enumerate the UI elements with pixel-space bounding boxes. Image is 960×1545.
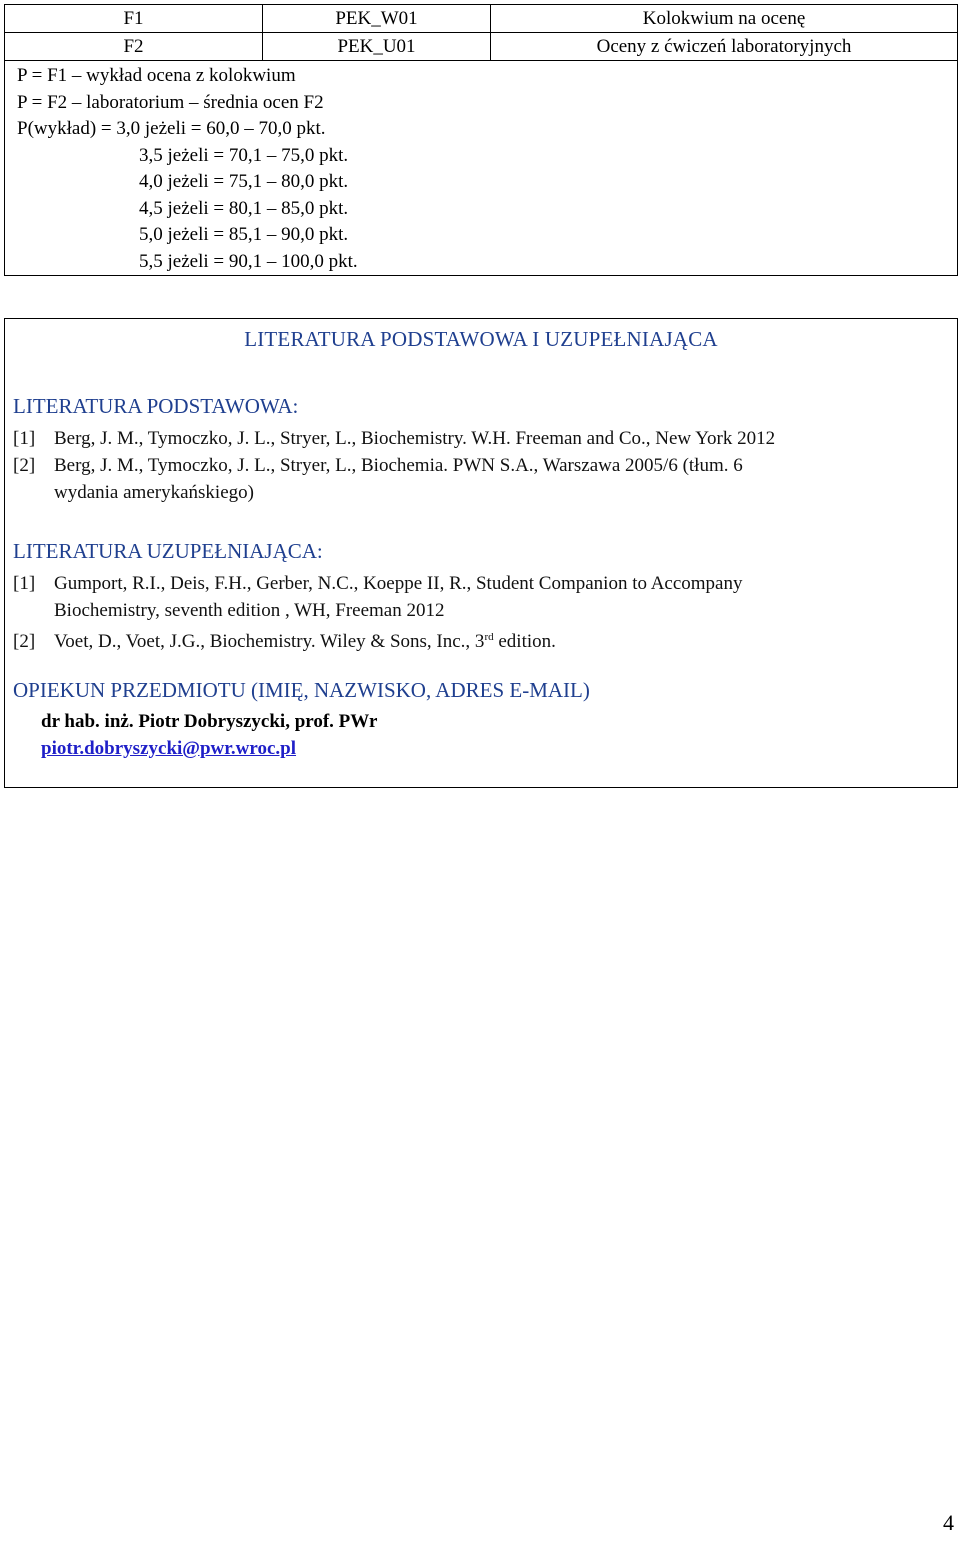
form-cell: F2 (5, 33, 263, 61)
method-cell: Kolokwium na ocenę (491, 5, 958, 33)
table-row (5, 61, 958, 276)
table-row (5, 33, 958, 61)
reference-text: edition. (493, 631, 556, 652)
effect-cell: PEK_U01 (263, 33, 491, 61)
reference-number: [1] (13, 428, 36, 449)
reference-item (13, 425, 947, 452)
supervisor-name: dr hab. inż. Piotr Dobryszycki, prof. PWr (41, 711, 378, 732)
formula-line: 5,5 jeżeli = 90,1 – 100,0 pkt. (139, 250, 358, 272)
literature-section (4, 318, 958, 788)
reference-text-continued: Biochemistry, seventh edition , WH, Freeman 2012 (54, 600, 445, 621)
reference-item (13, 570, 947, 624)
formula-line: 4,0 jeżeli = 75,1 – 80,0 pkt. (139, 171, 349, 192)
supervisor-heading: OPIEKUN PRZEDMIOTU (IMIĘ, NAZWISKO, ADRES E-MAIL) (13, 678, 590, 702)
formula-line: 5,0 jeżeli = 85,1 – 90,0 pkt. (139, 224, 349, 245)
formula-line: 4,5 jeżeli = 80,1 – 85,0 pkt. (139, 197, 349, 219)
reference-number: [1] (13, 573, 36, 594)
method-cell: Oceny z ćwiczeń laboratoryjnych (491, 33, 958, 61)
superscript: rd (484, 631, 494, 643)
formula-line: 3,5 jeżeli = 70,1 – 75,0 pkt. (139, 144, 349, 166)
formula-line: P = F2 – laboratorium – średnia ocen F2 (17, 91, 324, 113)
reference-number: [2] (13, 455, 36, 476)
reference-text: Berg, J. M., Tymoczko, J. L., Stryer, L., Biochemistry. W.H. Freeman and Co., New York 2012 (54, 428, 776, 449)
reference-text: Gumport, R.I., Deis, F.H., Gerber, N.C., Koeppe II, R., Student Companion to Accompany (54, 573, 743, 594)
reference-number: [2] (13, 631, 36, 652)
formula-line: P = F1 – wykład ocena z kolokwium (17, 65, 296, 86)
reference-text: Voet, D., Voet, J.G., Biochemistry. Wiley & Sons, Inc., 3 (54, 631, 485, 652)
reference-text: Berg, J. M., Tymoczko, J. L., Stryer, L., Biochemia. PWN S.A., Warszawa 2005/6 (tłum. 6 (54, 455, 743, 476)
reference-text-continued: wydania amerykańskiego) (54, 482, 254, 503)
reference-item (13, 624, 947, 655)
table-row (5, 5, 958, 33)
reference-item (13, 452, 947, 506)
supervisor-email-link[interactable]: piotr.dobryszycki@pwr.wroc.pl (41, 738, 297, 759)
grading-table (4, 4, 958, 276)
grading-formula-cell (5, 61, 958, 276)
basic-literature-heading: LITERATURA PODSTAWOWA: (13, 394, 299, 418)
page-number: 4 (943, 1510, 954, 1535)
effect-cell: PEK_W01 (263, 5, 491, 33)
form-cell: F1 (5, 5, 263, 33)
formula-line: P(wykład) = 3,0 jeżeli = 60,0 – 70,0 pkt. (17, 118, 326, 139)
literature-title: LITERATURA PODSTAWOWA I UZUPEŁNIAJĄCA (244, 327, 718, 351)
supplementary-literature-heading: LITERATURA UZUPEŁNIAJĄCA: (13, 539, 323, 563)
